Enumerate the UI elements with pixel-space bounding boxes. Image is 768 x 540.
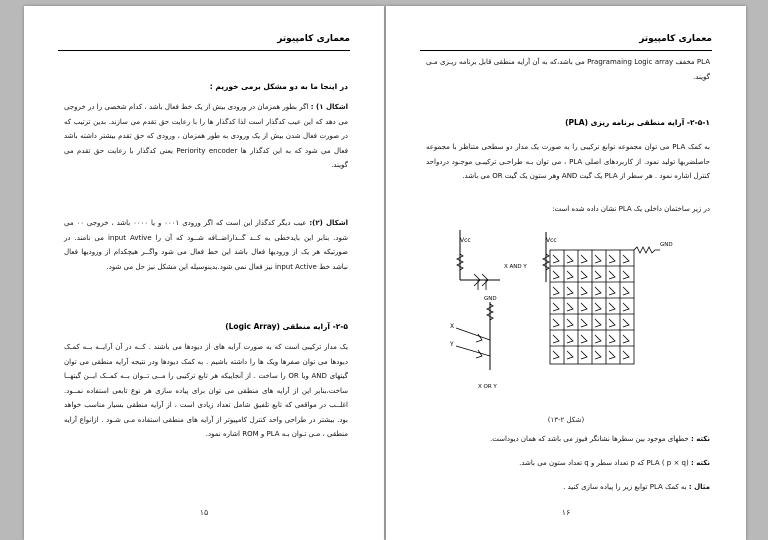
section-title: ۲-۵-۱- آرایه منطقی برنامه ریزی (PLA) — [565, 118, 710, 127]
vcc-label-left: Vcc — [460, 237, 471, 244]
intro-heading: در اینجا ما به دو مشکل برمی خوریم : — [209, 82, 348, 91]
section-title: ۲-۵- آرایه منطقی (Logic Array) — [225, 322, 348, 331]
pla-intro-paragraph: PLA مخفف Pragramaing Logic array می باشد،که به آن آرایه منطقی قابل برنامه ریـزی مـی گویند. — [426, 58, 710, 81]
x-input-line — [456, 328, 490, 340]
right-page — [386, 6, 746, 540]
note1-label: نکته : — [690, 435, 710, 443]
note1-text: خطهای موجود بین سطرها نشانگر فیوز می باشد که همان دیوداست. — [489, 435, 689, 443]
pla-grid — [550, 250, 634, 364]
page-number: ۱۵ — [199, 508, 209, 517]
section-paragraph: یک مدار ترکیبی است که به صورت آرایه های از دیودها می باشند . کــه در آن آرایــه بــه کمـک دیودها می توان صفرها ویک ها را داشته باشیم . به کمک دیودها ودر نتیجه آرایه منطقی می توان گیتهای AND ویا OR را ساخت . از آنجاییکه هر تابع ترکیبی را مــی تــوان بــه کمــک ایــن گیتهــا ساخت،بنابر این از آرایه های منطقی می توان برای پیاده سازی هر نوع تابعی استفاده نمــود. اغلــب در مواقعی که تابع تلفیق شامل تعداد زیادی است ، از آرایه منطقی بسیار مناسب خواهد بود. بیشتر در طراحی واحد کنترل کامپیوتر از آرایه های منطقی استفاده مـی شـود . ازانواع آرایه منطقی ، مـی تـوان بـه PLA و ROM اشاره نمود. — [64, 343, 348, 438]
figure-caption: (شکل ۲-۱۳) — [547, 416, 585, 424]
note1-paragraph — [426, 432, 710, 447]
page-header: معماری کامپیوتر — [420, 30, 712, 51]
vcc-label-right: Vcc — [546, 237, 557, 244]
x-input-label: X — [450, 323, 455, 330]
note2-label: نکته : — [690, 459, 710, 467]
pla-diagram — [438, 220, 678, 400]
y-input-line — [456, 346, 490, 356]
example-paragraph — [426, 480, 710, 495]
y-input-label: Y — [450, 341, 454, 348]
problem2-paragraph — [64, 216, 348, 274]
page-header: معماری کامپیوتر — [58, 30, 350, 51]
example-text: به کمک PLA توابع زیر را پیاده سازی کنید . — [563, 483, 687, 491]
gnd-label-right: GND — [660, 242, 673, 248]
gnd-label-left: GND — [484, 296, 497, 302]
note2-text: PLA ( p × q) که p تعداد سطر و q تعداد ستون می باشد. — [519, 459, 689, 467]
problem1-paragraph — [64, 100, 348, 173]
figure-intro: در زیر ساختمان داخلی یک PLA نشان داده شده است: — [552, 205, 710, 213]
left-page — [24, 6, 384, 540]
problem1-label: اشکال ۱) : — [310, 103, 349, 111]
gnd-resistor — [634, 247, 660, 253]
problem2-label: اشکال (۲): — [309, 219, 348, 227]
and-label: X AND Y — [504, 264, 527, 270]
section-paragraph: به کمک PLA می توان مجموعه توابع ترکیبی را به صورت یک مدار دو سطحی متناظر با مجموعه حاصلضربها تولید نمود. از کاربردهای اصلی PLA ، می توان بـه طراحـی ترکیبـی موجـود دردواحد کنترل اشاره نمود . هر سطر از PLA یک گیت AND وهر ستون یک گیت OR می باشد. — [426, 143, 710, 180]
problem1-text: اگر بطور همزمان در ورودی بیش از یک خط فعال باشد ، کدام شخصی را در خروجی می دهد که این عیب کدگذار است لذا کدگذار ها را با رعایت حق تقدم می سازند. بدین ترتیب که در صورت فعال شدن بیش از یک ورودی به طور همزمان ، ورودی که حق تقدم بیشتر داشته باشد فعال می شود که به این کدگذار ها Periority encoder یعنی کدگذار با رعایت حق تقدم می گویند. — [64, 103, 348, 169]
note2-paragraph — [426, 456, 710, 471]
or-label: X OR Y — [478, 384, 497, 390]
page-number: ۱۶ — [561, 508, 571, 517]
example-label: مثال : — [688, 483, 710, 491]
problem2-text: عیب دیگر کدگذار این است که اگر ورودی ۰۰۰۱ و یا ۰۰۰۰ باشد ، خروجی ۰۰ می شود. بنابر این بایدخطی به کــد گــذاراضــافه شــود که آن را input Avtive می نامند. در صورتیکه هر یک از ورودیها فعال باشد این خط فعال می شود واگــر هیچکدام از ورودیها فعال نباشد خط input Active نیز فعال نمی شود.بدینوسیله این مشکل نیز حل می شود. — [64, 219, 349, 271]
